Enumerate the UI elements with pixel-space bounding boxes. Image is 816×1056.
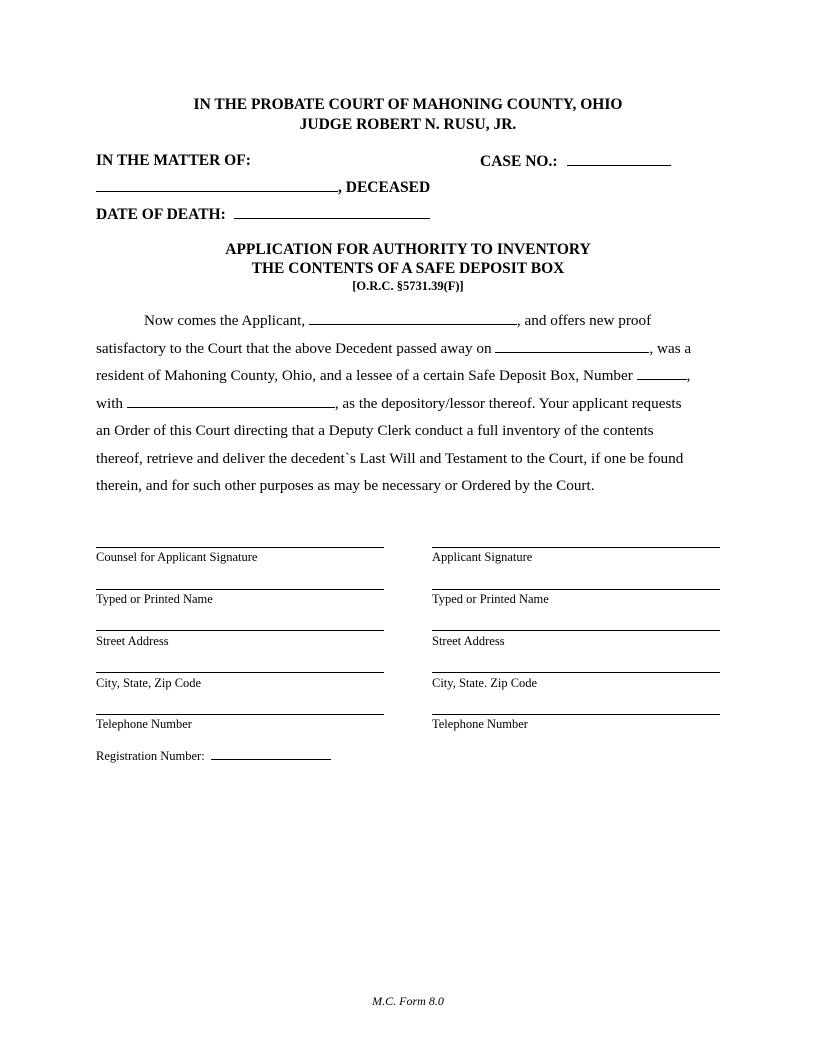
- registration-label: Registration Number:: [96, 749, 205, 763]
- counsel-city-label: City, State, Zip Code: [96, 676, 202, 690]
- registration-number-field[interactable]: [211, 748, 331, 760]
- date-of-death-field[interactable]: [234, 205, 430, 219]
- body-line-7: therein, and for such other purposes as may be necessary or Ordered by the Court.: [96, 477, 595, 494]
- date-of-death-row: [96, 205, 430, 224]
- counsel-phone-label: Telephone Number: [96, 717, 192, 731]
- body-line-3: [96, 367, 690, 385]
- body-text: , as the depository/lessor thereof. Your applicant requests: [334, 395, 682, 412]
- case-number-row: [480, 152, 671, 171]
- body-text: , was a: [649, 340, 692, 357]
- applicant-phone-label: Telephone Number: [432, 717, 528, 731]
- death-date-field[interactable]: [495, 340, 649, 353]
- form-title-line-1: APPLICATION FOR AUTHORITY TO INVENTORY: [225, 241, 591, 258]
- deceased-label: , DECEASED: [338, 179, 431, 196]
- signature-line[interactable]: [96, 589, 384, 590]
- body-text: with: [96, 395, 124, 412]
- body-text: , and offers new proof: [516, 312, 652, 329]
- signature-line[interactable]: [432, 672, 720, 673]
- body-text: satisfactory to the Court that the above Decedent passed away on: [96, 340, 492, 357]
- registration-row: [96, 748, 331, 764]
- signature-line[interactable]: [96, 630, 384, 631]
- box-number-field[interactable]: [637, 367, 687, 380]
- judge-heading: JUDGE ROBERT N. RUSU, JR.: [299, 116, 517, 133]
- applicant-signature-label: Applicant Signature: [432, 550, 533, 564]
- signature-line[interactable]: [432, 589, 720, 590]
- body-line-1: [144, 312, 651, 330]
- date-of-death-label: DATE OF DEATH:: [96, 206, 226, 223]
- body-text: ,: [686, 367, 691, 384]
- decedent-name-field[interactable]: [96, 178, 338, 192]
- applicant-name-field[interactable]: [309, 312, 517, 325]
- signature-line[interactable]: [96, 714, 384, 715]
- signature-line[interactable]: [96, 672, 384, 673]
- applicant-address-label: Street Address: [432, 634, 505, 648]
- body-line-6: thereof, retrieve and deliver the decedent`s Last Will and Testament to the Court, if one be found: [96, 450, 684, 467]
- matter-label: IN THE MATTER OF:: [96, 152, 251, 169]
- form-id: M.C. Form 8.0: [372, 994, 444, 1008]
- counsel-address-label: Street Address: [96, 634, 169, 648]
- signature-line[interactable]: [96, 547, 384, 548]
- deceased-row: [96, 178, 430, 197]
- body-line-2: [96, 340, 691, 358]
- body-text: resident of Mahoning County, Ohio, and a lessee of a certain Safe Deposit Box, Number: [96, 367, 633, 384]
- court-heading: IN THE PROBATE COURT OF MAHONING COUNTY, OHIO: [193, 96, 623, 113]
- counsel-signature-label: Counsel for Applicant Signature: [96, 550, 258, 564]
- form-title-line-2: THE CONTENTS OF A SAFE DEPOSIT BOX: [251, 260, 565, 277]
- signature-line[interactable]: [432, 547, 720, 548]
- signature-line[interactable]: [432, 714, 720, 715]
- body-line-5: an Order of this Court directing that a Deputy Clerk conduct a full inventory of the contents: [96, 422, 654, 439]
- body-line-4: [96, 395, 682, 413]
- signature-line[interactable]: [432, 630, 720, 631]
- counsel-name-label: Typed or Printed Name: [96, 592, 213, 606]
- case-number-field[interactable]: [567, 152, 671, 166]
- body-text: Now comes the Applicant,: [144, 312, 306, 329]
- applicant-name-label: Typed or Printed Name: [432, 592, 549, 606]
- case-number-label: CASE NO.:: [480, 153, 558, 170]
- applicant-city-label: City, State. Zip Code: [432, 676, 538, 690]
- depository-field[interactable]: [127, 395, 335, 408]
- statute-citation: [O.R.C. §5731.39(F)]: [352, 279, 464, 293]
